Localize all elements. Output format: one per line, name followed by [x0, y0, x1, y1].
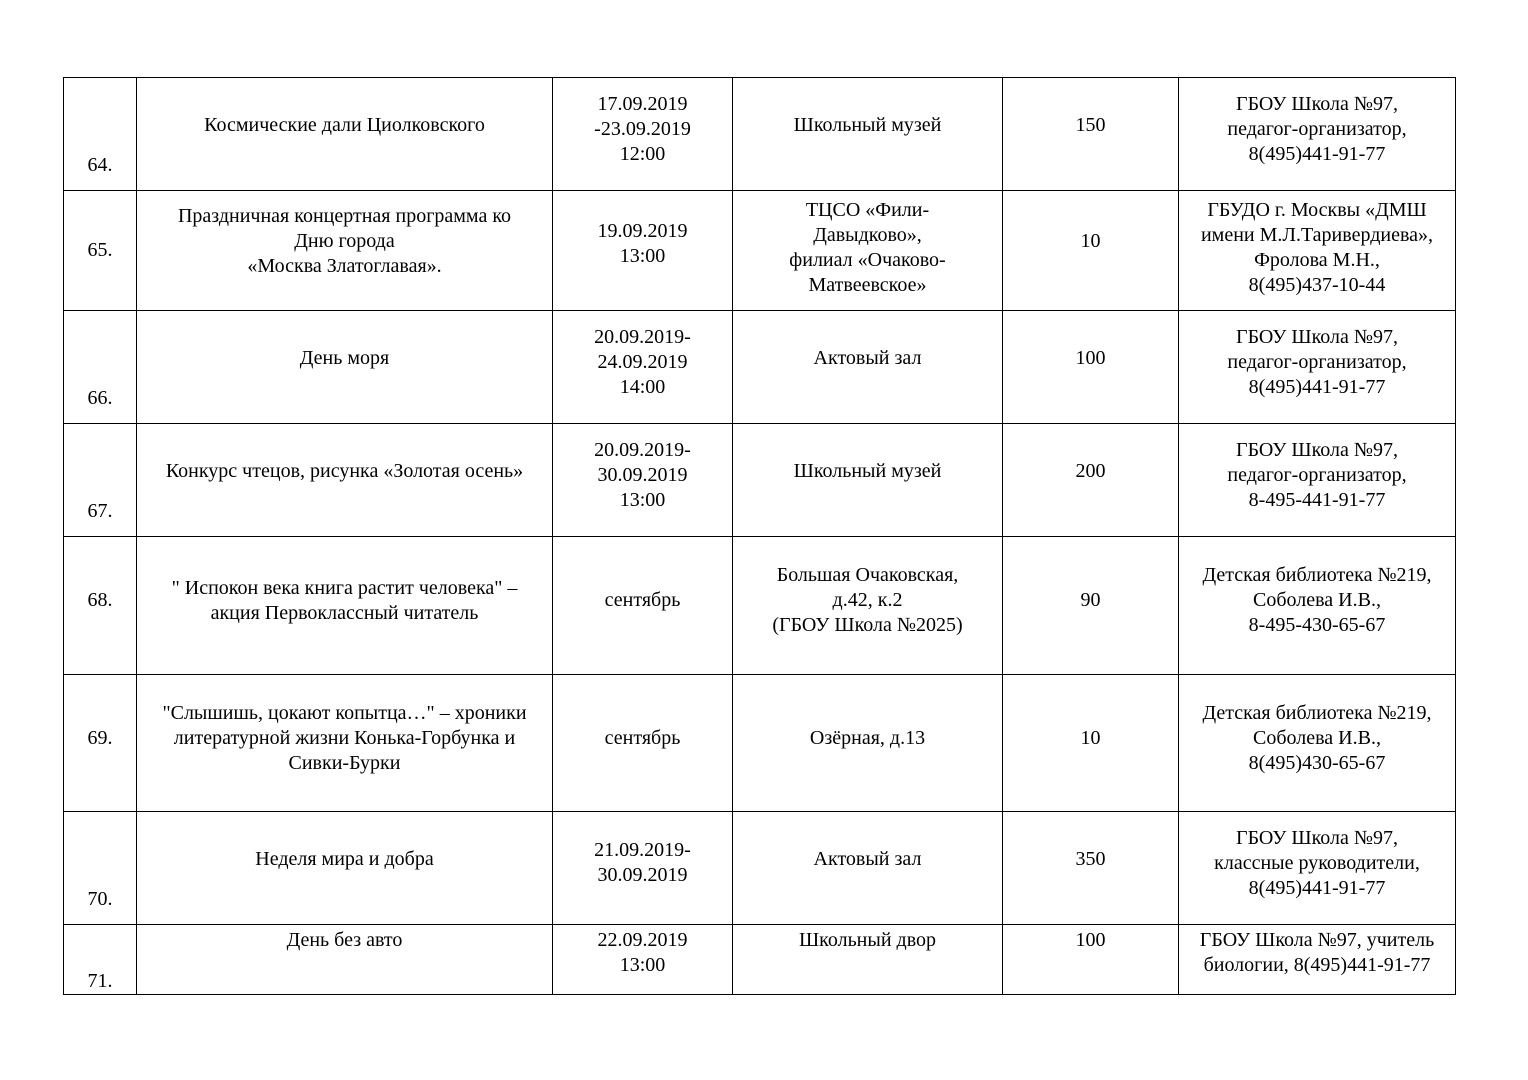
table-row: [64, 424, 1456, 537]
event-place: Озёрная, д.13: [733, 675, 1003, 812]
event-organizer: ГБОУ Школа №97, учитель биологии, 8(495)441-91-77: [1179, 925, 1456, 995]
participant-count: 10: [1003, 675, 1179, 812]
event-title: Конкурс чтецов, рисунка «Золотая осень»: [137, 424, 553, 537]
table-row: [64, 191, 1456, 311]
event-title: Неделя мира и добра: [137, 812, 553, 925]
event-organizer: Детская библиотека №219, Соболева И.В., 8(495)430-65-67: [1179, 675, 1456, 812]
event-place: Большая Очаковская, д.42, к.2 (ГБОУ Школа №2025): [733, 537, 1003, 675]
event-place: Актовый зал: [733, 311, 1003, 424]
event-title: Космические дали Циолковского: [137, 78, 553, 191]
event-title: День моря: [137, 311, 553, 424]
event-date: 20.09.2019- 24.09.2019 14:00: [553, 311, 733, 424]
row-number: 69.: [64, 675, 137, 812]
event-organizer: ГБОУ Школа №97, педагог-организатор, 8-495-441-91-77: [1179, 424, 1456, 537]
row-number: 65.: [64, 191, 137, 311]
event-place: Школьный двор: [733, 925, 1003, 995]
participant-count: 200: [1003, 424, 1179, 537]
table-row: [64, 925, 1456, 995]
row-number: 67.: [64, 424, 137, 537]
event-date: 20.09.2019- 30.09.2019 13:00: [553, 424, 733, 537]
event-title: День без авто: [137, 925, 553, 995]
event-date: 17.09.2019 -23.09.2019 12:00: [553, 78, 733, 191]
row-number: 64.: [64, 78, 137, 191]
table-row: [64, 311, 1456, 424]
event-title: "Слышишь, цокают копытца…" – хроники литературной жизни Конька-Горбунка и Сивки-Бурки: [137, 675, 553, 812]
participant-count: 150: [1003, 78, 1179, 191]
participant-count: 100: [1003, 925, 1179, 995]
event-organizer: Детская библиотека №219, Соболева И.В., 8-495-430-65-67: [1179, 537, 1456, 675]
event-date: 21.09.2019- 30.09.2019: [553, 812, 733, 925]
participant-count: 350: [1003, 812, 1179, 925]
event-place: Школьный музей: [733, 424, 1003, 537]
row-number: 71.: [64, 925, 137, 995]
event-place: Актовый зал: [733, 812, 1003, 925]
table-row: [64, 675, 1456, 812]
event-organizer: ГБОУ Школа №97, классные руководители, 8(495)441-91-77: [1179, 812, 1456, 925]
event-date: сентябрь: [553, 537, 733, 675]
row-number: 66.: [64, 311, 137, 424]
table-row: [64, 78, 1456, 191]
events-table: [63, 77, 1456, 995]
event-title: " Испокон века книга растит человека" – акция Первоклассный читатель: [137, 537, 553, 675]
event-organizer: ГБОУ Школа №97, педагог-организатор, 8(495)441-91-77: [1179, 78, 1456, 191]
event-place: Школьный музей: [733, 78, 1003, 191]
event-date: сентябрь: [553, 675, 733, 812]
table-row: [64, 812, 1456, 925]
event-date: 19.09.2019 13:00: [553, 191, 733, 311]
participant-count: 90: [1003, 537, 1179, 675]
event-place: ТЦСО «Фили- Давыдково», филиал «Очаково- Матвеевское»: [733, 191, 1003, 311]
event-organizer: ГБУДО г. Москвы «ДМШ имени М.Л.Таривердиева», Фролова М.Н., 8(495)437-10-44: [1179, 191, 1456, 311]
row-number: 68.: [64, 537, 137, 675]
table-row: [64, 537, 1456, 675]
participant-count: 10: [1003, 191, 1179, 311]
event-title: Праздничная концертная программа ко Дню города «Москва Златоглавая».: [137, 191, 553, 311]
event-organizer: ГБОУ Школа №97, педагог-организатор, 8(495)441-91-77: [1179, 311, 1456, 424]
event-date: 22.09.2019 13:00: [553, 925, 733, 995]
participant-count: 100: [1003, 311, 1179, 424]
row-number: 70.: [64, 812, 137, 925]
